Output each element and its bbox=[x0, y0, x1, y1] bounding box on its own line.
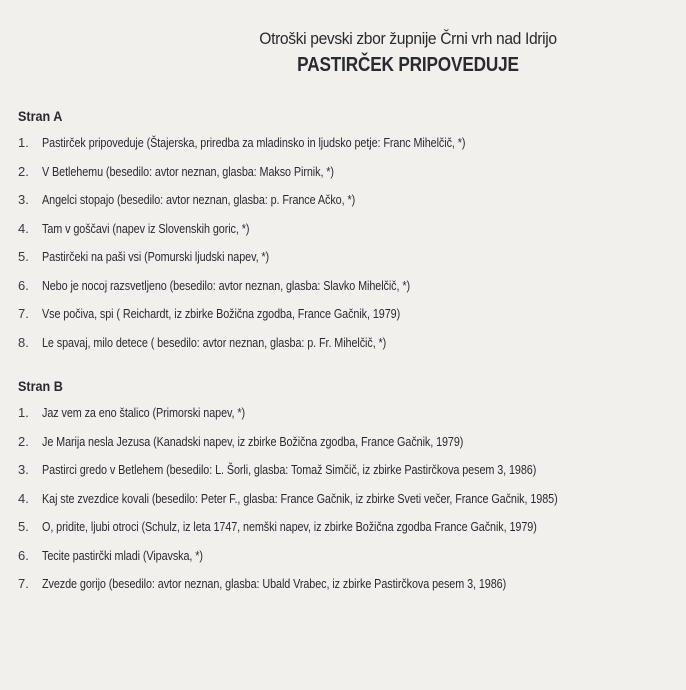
track-item bbox=[18, 243, 668, 272]
track-number: 3. bbox=[18, 462, 29, 477]
track-title: O, pridite, ljubi otroci (Schulz, iz leta 1747, nemški napev, iz zbirke Božična zgodba France Gačnik, 1979) bbox=[42, 519, 537, 534]
track-title: Vse počiva, spi ( Reichardt, iz zbirke Božična zgodba, France Gačnik, 1979) bbox=[42, 306, 401, 321]
track-number: 5. bbox=[18, 249, 29, 264]
track-item bbox=[18, 428, 668, 457]
track-title: Zvezde gorijo (besedilo: avtor neznan, glasba: Ubald Vrabec, iz zbirke Pastirčkova pesem 3, 1986) bbox=[42, 576, 507, 591]
track-item bbox=[18, 485, 668, 514]
track-number: 4. bbox=[18, 490, 29, 506]
track-number: 1. bbox=[18, 135, 29, 150]
track-title: Le spavaj, milo detece ( besedilo: avtor neznan, glasba: p. Fr. Mihelčič, *) bbox=[42, 334, 387, 350]
track-item bbox=[18, 542, 668, 571]
track-title: Tam v goščavi (napev iz Slovenskih goric, *) bbox=[42, 220, 250, 236]
track-item bbox=[18, 570, 668, 599]
header bbox=[168, 28, 648, 78]
track-number: 7. bbox=[18, 576, 29, 591]
side-a-track-list bbox=[18, 129, 668, 357]
track-item bbox=[18, 329, 668, 358]
track-item bbox=[18, 129, 668, 158]
track-item bbox=[18, 513, 668, 542]
track-item bbox=[18, 300, 668, 329]
track-item bbox=[18, 215, 668, 244]
track-title: Angelci stopajo (besedilo: avtor neznan, glasba: p. France Ačko, *) bbox=[42, 192, 356, 207]
track-number: 2. bbox=[18, 433, 29, 449]
track-item bbox=[18, 399, 668, 428]
track-item bbox=[18, 456, 668, 485]
side-b-heading: Stran B bbox=[18, 378, 63, 394]
track-item bbox=[18, 272, 668, 301]
track-item bbox=[18, 186, 668, 215]
track-number: 6. bbox=[18, 277, 29, 293]
track-number: 1. bbox=[18, 405, 29, 420]
track-item bbox=[18, 158, 668, 187]
track-title: Je Marija nesla Jezusa (Kanadski napev, iz zbirke Božična zgodba, France Gačnik, 1979) bbox=[42, 433, 464, 449]
track-number: 6. bbox=[18, 547, 29, 563]
track-title: Pastirci gredo v Betlehem (besedilo: L. Šorli, glasba: Tomaž Simčič, iz zbirke Pastirčkova pesem 3, 1986) bbox=[42, 462, 537, 477]
side-a-heading: Stran A bbox=[18, 108, 63, 124]
track-number: 3. bbox=[18, 192, 29, 207]
track-title: Pastirček pripoveduje (Štajerska, priredba za mladinsko in ljudsko petje: Franc Mihelčič, *) bbox=[42, 135, 466, 150]
side-b-track-list bbox=[18, 399, 668, 599]
track-number: 2. bbox=[18, 163, 29, 179]
track-title: V Betlehemu (besedilo: avtor neznan, glasba: Makso Pirnik, *) bbox=[42, 163, 334, 179]
track-title: Pastirčeki na paši vsi (Pomurski ljudski napev, *) bbox=[42, 249, 270, 264]
track-title: Jaz vem za eno štalico (Primorski napev, *) bbox=[42, 405, 246, 420]
track-title: Nebo je nocoj razsvetljeno (besedilo: avtor neznan, glasba: Slavko Mihelčič, *) bbox=[42, 277, 411, 293]
track-number: 7. bbox=[18, 306, 29, 321]
album-title: PASTIRČEK PRIPOVEDUJE bbox=[297, 54, 519, 76]
track-number: 5. bbox=[18, 519, 29, 534]
track-number: 8. bbox=[18, 334, 29, 350]
track-title: Tecite pastirčki mladi (Vipavska, *) bbox=[42, 547, 203, 563]
track-number: 4. bbox=[18, 220, 29, 236]
track-title: Kaj ste zvezdice kovali (besedilo: Peter F., glasba: France Gačnik, iz zbirke Sveti večer, France Gačnik, 1985) bbox=[42, 490, 558, 506]
choir-subtitle: Otroški pevski zbor župnije Črni vrh nad Idrijo bbox=[259, 29, 557, 48]
